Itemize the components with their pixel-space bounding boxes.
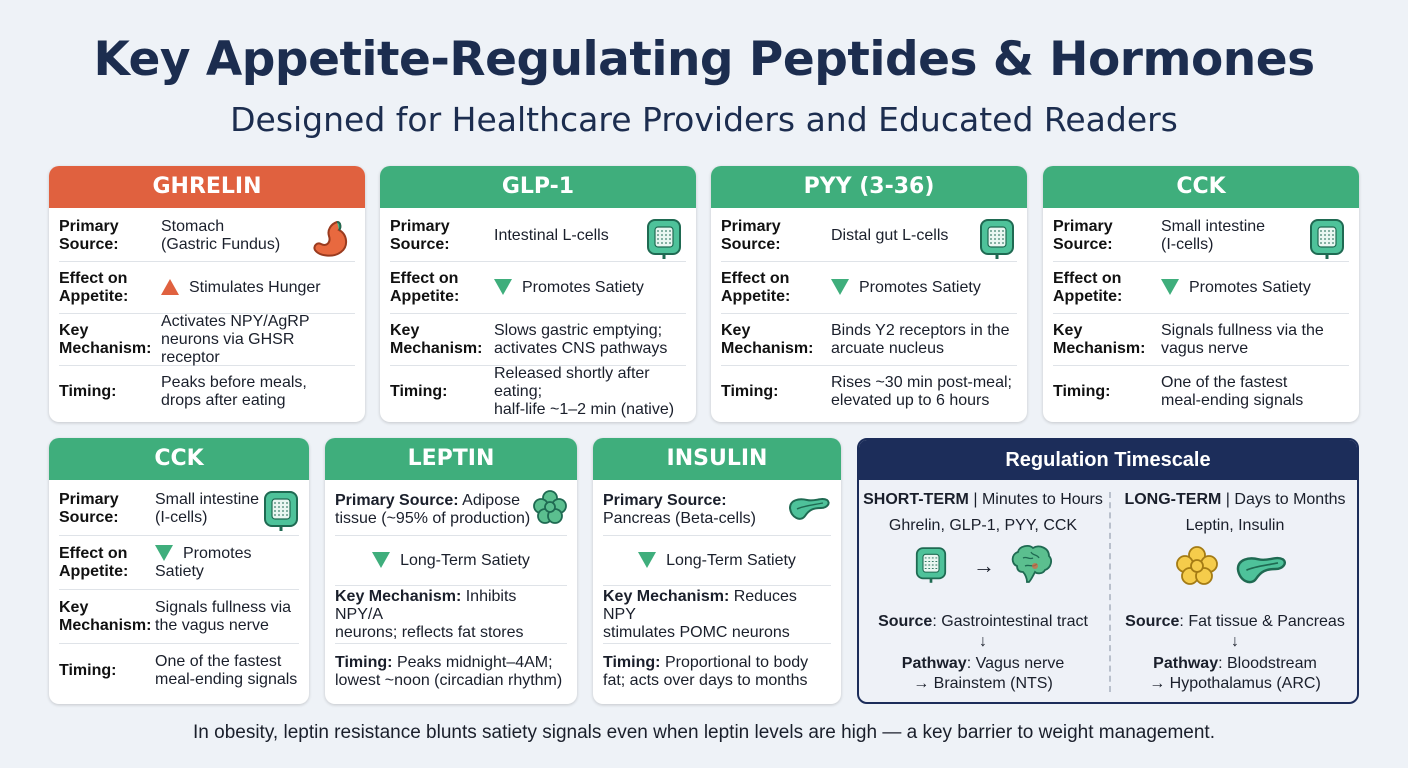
primary-source-row: Primary Source: Adipose tissue (~95% of production) <box>335 484 567 536</box>
timing-row: Timing: Peaks before meals, drops after eating <box>59 374 307 409</box>
intestine-icon <box>1309 218 1345 260</box>
cck-card <box>1043 166 1359 422</box>
footer-note: In obesity, leptin resistance blunts satiety signals even when leptin levels are high — a key barrier to weight management. <box>193 722 1215 743</box>
primary-source-row: Primary Source: Distal gut L-cells <box>721 210 1017 262</box>
primary-source-row: Primary Source: Small intestine (I-cells) <box>1053 210 1349 262</box>
primary-source-row: Primary Source: Stomach (Gastric Fundus) <box>59 210 355 262</box>
mechanism-row: Key Mechanism: Signals fullness via the vagus nerve <box>59 590 299 644</box>
leptin-card <box>325 438 577 704</box>
card-title: GHRELIN <box>49 166 365 208</box>
effect-row: Effect on Appetite: Promotes Satiety <box>59 536 299 590</box>
timing-row: Timing: Released shortly after eating; half-life ~1–2 min (native) <box>390 365 675 418</box>
mechanism-row: Key Mechanism: Activates NPY/AgRP neurons via GHSR receptor <box>59 314 355 366</box>
primary-source-row: Primary Source: Pancreas (Beta-cells) <box>603 484 831 536</box>
timing-row: Timing: Proportional to body fat; acts over days to months <box>603 654 809 689</box>
triangle-down-icon <box>372 552 390 568</box>
triangle-down-icon <box>1161 279 1179 295</box>
primary-source-row: Primary Source: Intestinal L-cells <box>390 210 686 262</box>
ghrelin-card <box>49 166 365 422</box>
brain-icon <box>1009 544 1053 584</box>
fat-cells-icon <box>1175 546 1219 586</box>
card-title: GLP-1 <box>380 166 696 208</box>
pancreas-icon <box>787 494 831 522</box>
triangle-down-icon <box>638 552 656 568</box>
card-title: CCK <box>1043 166 1359 208</box>
effect-row: Effect on Appetite: Stimulates Hunger <box>59 262 355 314</box>
stomach-icon <box>311 220 351 258</box>
effect-row: Effect on Appetite: Promotes Satiety <box>1053 262 1349 314</box>
card-title: CCK <box>49 438 309 480</box>
effect-row: Effect on Appetite: Promotes Satiety <box>390 262 686 314</box>
triangle-down-icon <box>494 279 512 295</box>
intestine-icon <box>263 490 299 532</box>
mechanism-row: Key Mechanism: Binds Y2 receptors in the arcuate nucleus <box>721 314 1017 366</box>
effect-row: Long-Term Satiety <box>335 536 567 586</box>
regulation-timescale-panel: Regulation Timescale SHORT-TERM | Minutes to Hours Ghrelin, GLP-1, PYY, CCK → Source: Gastrointestinal tract ↓ Pathway: Vagus nerve → Brainstem (NTS) LONG-TERM | Days to Months Leptin, Insulin Source: Fat tissue & Pancreas ↓ Pathway: Bloodstream → Hypothalamus (ARC) <box>857 438 1359 704</box>
page-subtitle: Designed for Healthcare Providers and Educated Readers <box>230 100 1178 139</box>
arrow-right-icon: → <box>973 553 995 578</box>
mechanism-row: Key Mechanism: Slows gastric emptying; activates CNS pathways <box>390 314 686 366</box>
cck-card-2 <box>49 438 309 704</box>
page-title: Key Appetite-Regulating Peptides & Hormones <box>93 32 1315 87</box>
intestine-icon <box>646 218 682 260</box>
effect-row: Effect on Appetite: Promotes Satiety <box>721 262 1017 314</box>
mechanism-row: Key Mechanism: Signals fullness via the vagus nerve <box>1053 314 1349 366</box>
insulin-card <box>593 438 841 704</box>
card-title: LEPTIN <box>325 438 577 480</box>
effect-row: Long-Term Satiety <box>603 536 831 586</box>
pancreas-icon <box>1233 552 1289 586</box>
card-title: PYY (3-36) <box>711 166 1027 208</box>
timing-row: Timing: One of the fastest meal-ending signals <box>1053 374 1304 409</box>
panel-title: Regulation Timescale <box>859 440 1357 480</box>
triangle-up-icon <box>161 279 179 295</box>
fat-cells-icon <box>533 490 567 524</box>
pyy-card <box>711 166 1027 422</box>
timing-row: Timing: Rises ~30 min post-meal; elevated up to 6 hours <box>721 374 1012 409</box>
mechanism-row: Key Mechanism: Inhibits NPY/A neurons; reflects fat stores <box>335 586 567 644</box>
primary-source-row: Primary Source: Small intestine (I-cells) <box>59 482 299 536</box>
intestine-icon <box>915 546 947 584</box>
triangle-down-icon <box>831 279 849 295</box>
intestine-icon <box>979 218 1015 260</box>
card-title: INSULIN <box>593 438 841 480</box>
mechanism-row: Key Mechanism: Reduces NPY stimulates POMC neurons <box>603 586 831 644</box>
triangle-down-icon <box>155 545 173 561</box>
timing-row: Timing: One of the fastest meal-ending signals <box>59 653 298 688</box>
glp1-card <box>380 166 696 422</box>
timing-row: Timing: Peaks midnight–4AM; lowest ~noon (circadian rhythm) <box>335 654 563 689</box>
